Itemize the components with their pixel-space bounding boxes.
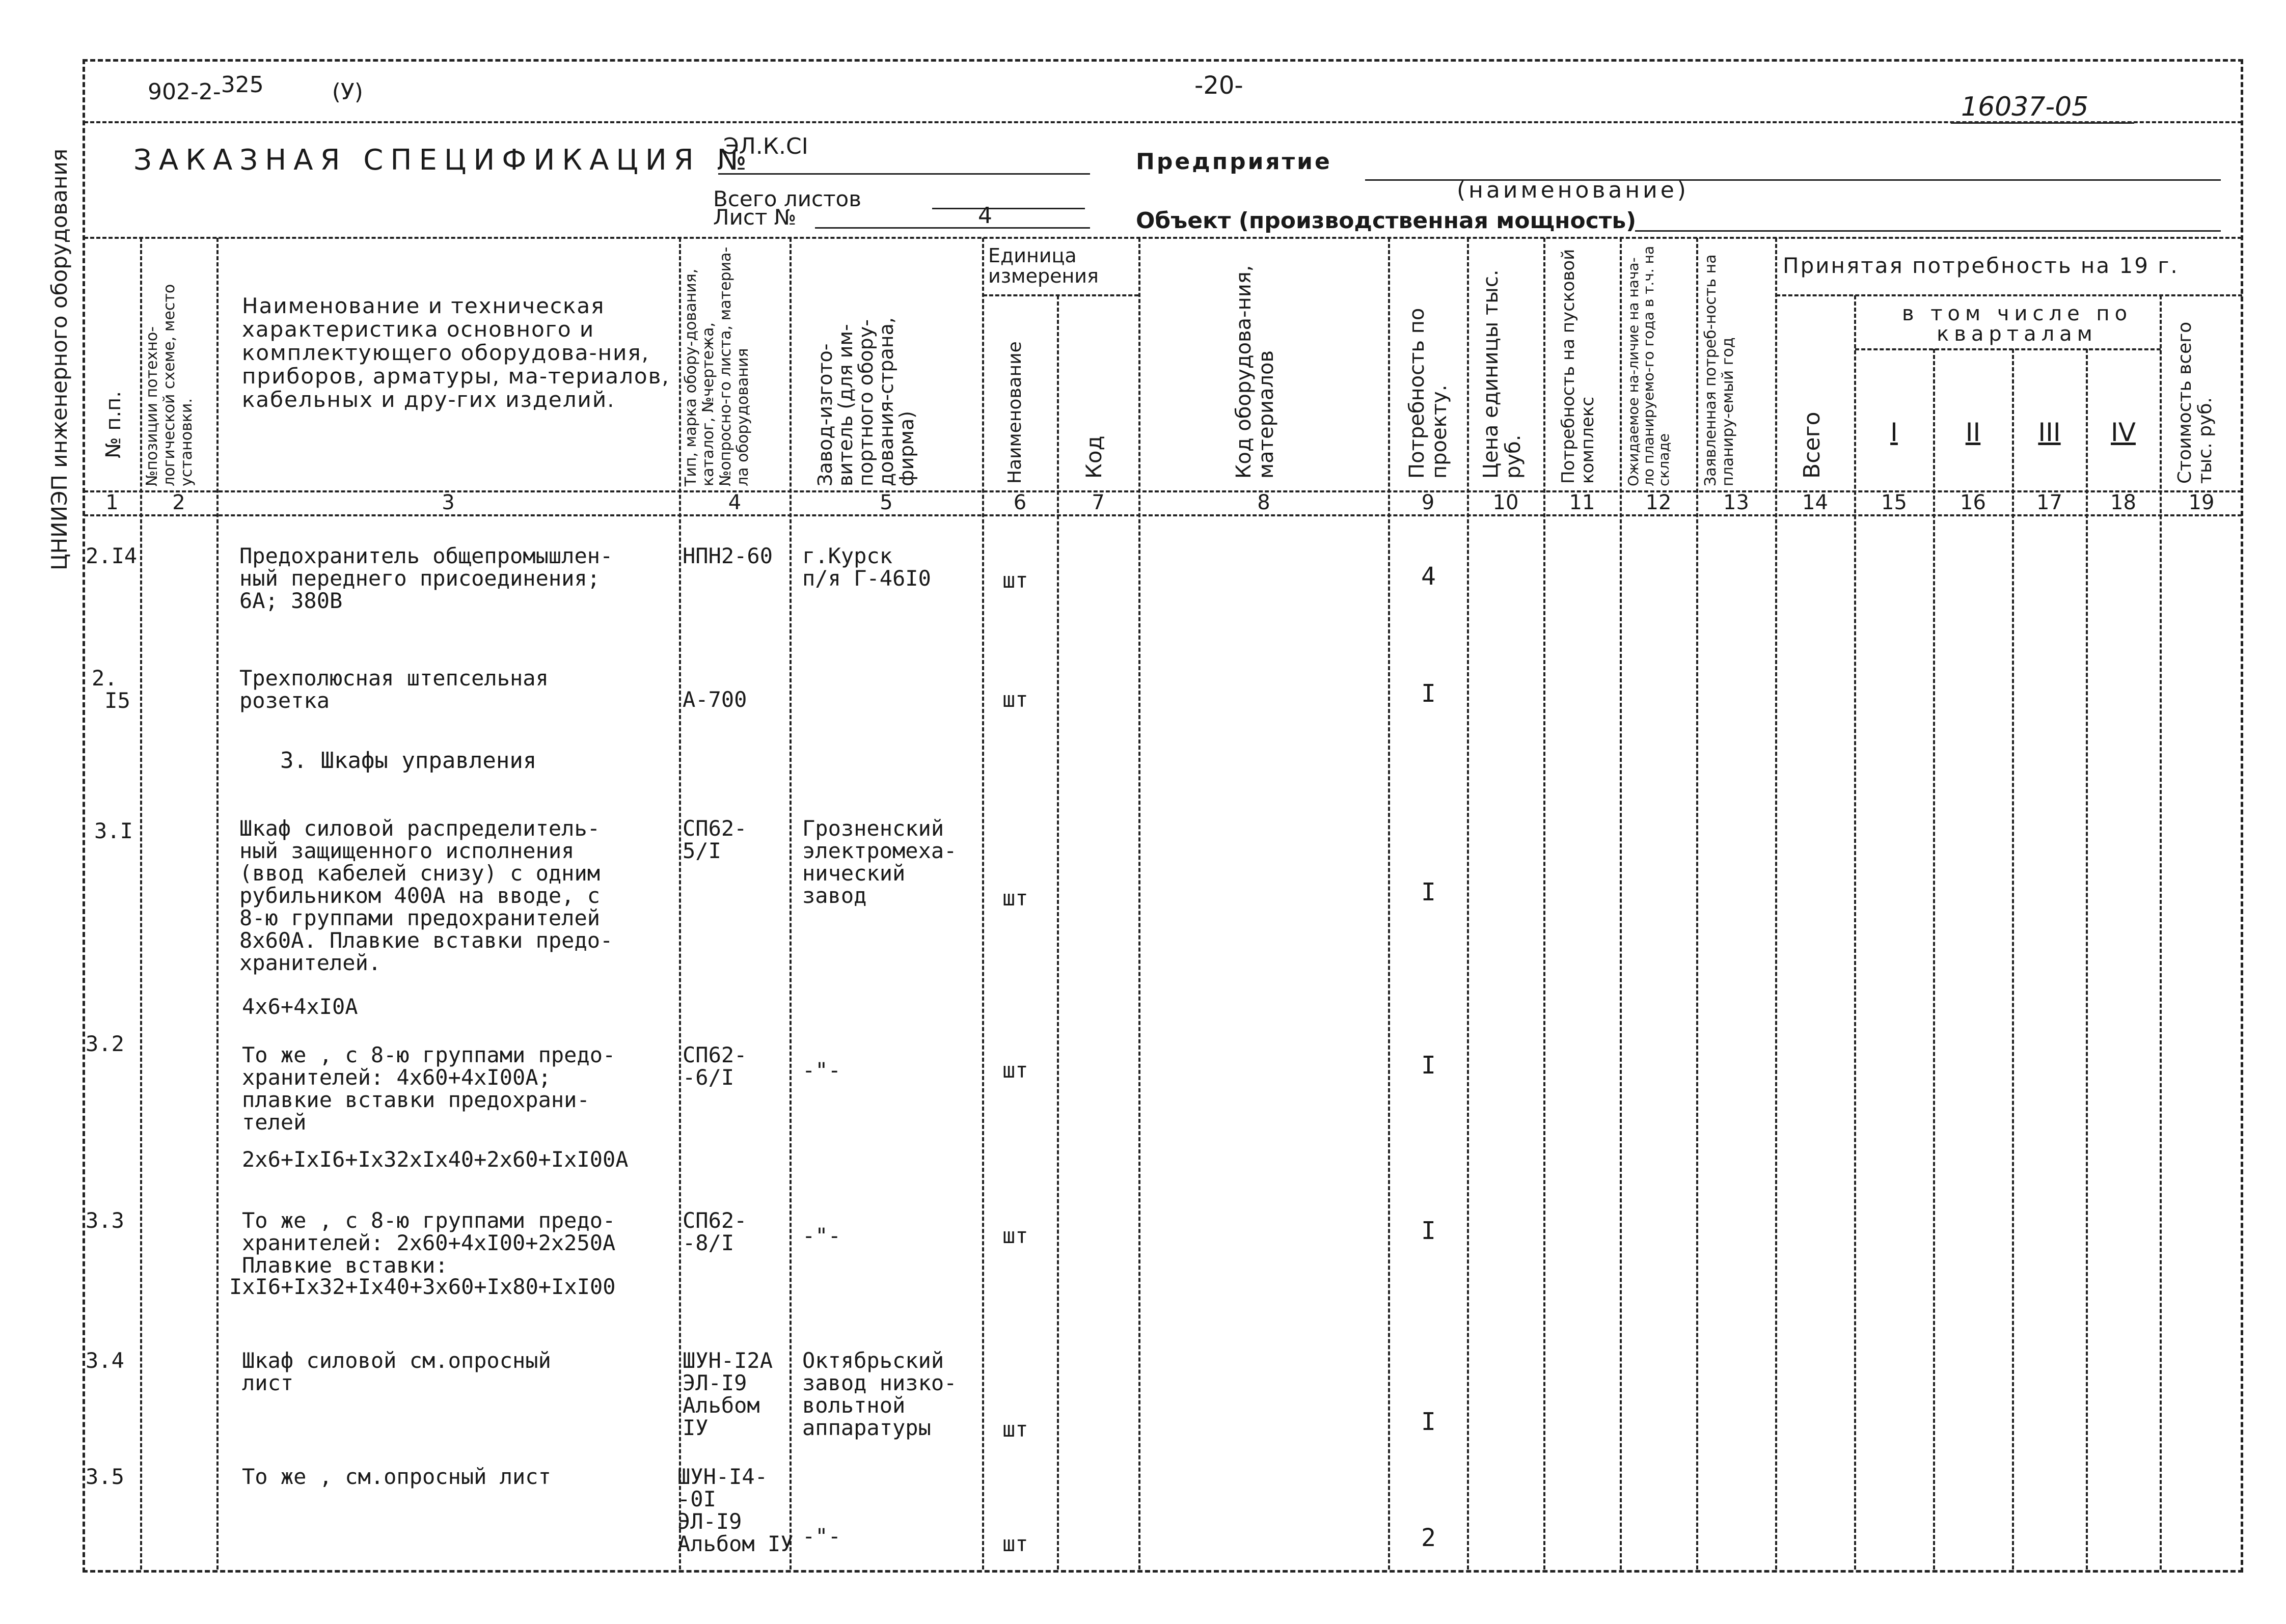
col-number: 17 [2036, 491, 2062, 514]
col-header-2: №позиции потехно-логической схеме, место установки. [143, 284, 196, 486]
accepted-group-line [1776, 294, 2242, 296]
row-type: СП62- -8/I [683, 1208, 747, 1255]
col-header-17: III [2038, 418, 2061, 447]
sheet-line [815, 227, 1090, 229]
col-line [1933, 349, 1935, 1570]
row-maker: -"- [802, 1524, 841, 1549]
row-name: Предохранитель общепромышлен- ный переднего присоединения; 6А; 380В [239, 543, 613, 613]
col-number: 1 [105, 491, 119, 514]
enterprise-label: Предприятие [1136, 149, 1332, 175]
row-type: СП62- -6/I [683, 1042, 747, 1090]
spec-number: ЭЛ.К.СI [723, 133, 808, 159]
side-label: ЦНИИЭП инженерного оборудования [47, 148, 72, 570]
col-header-9: Потребность по проекту. [1405, 308, 1451, 479]
col-header-14: Всего [1799, 411, 1825, 479]
quarters-group-line [1855, 348, 2161, 350]
row-type: СП62- 5/I [683, 816, 747, 863]
col-header-accepted-group: Принятая потребность на 19 г. [1783, 253, 2179, 278]
row-name: Шкаф силовой см.опросный лист [242, 1348, 551, 1395]
col-number: 11 [1569, 491, 1595, 514]
col-line [1620, 238, 1622, 1570]
row-unit: шт [1002, 1223, 1028, 1248]
col-line [1467, 238, 1469, 1570]
col-line [2086, 349, 2088, 1570]
col-header-1: № п.п. [102, 391, 125, 458]
row-unit: шт [1002, 568, 1028, 593]
row-number: 3.I [94, 818, 133, 843]
col-line [679, 238, 681, 1570]
total-sheets-line [932, 208, 1085, 209]
col-line [216, 238, 219, 1570]
row-qty: I [1421, 679, 1436, 708]
row-type: А-700 [683, 687, 747, 712]
header-divider [84, 237, 2242, 239]
col-number: 6 [1013, 491, 1027, 514]
row-type: ШУН-I2А ЭЛ-I9 Альбом IУ [683, 1348, 773, 1440]
col-header-16: II [1965, 418, 1981, 447]
col-header-8: Код оборудова-ния, материалов [1232, 265, 1278, 479]
col-number: 8 [1257, 491, 1270, 514]
col-number: 19 [2188, 491, 2215, 514]
col-line [140, 238, 142, 1570]
col-header-5: Завод-изгото-витель (для им-портного обору-дования-страна, фирма) [814, 317, 918, 486]
col-line [1138, 238, 1140, 1570]
top-divider [84, 121, 2242, 123]
col-number: 13 [1723, 491, 1749, 514]
col-line [1696, 238, 1698, 1570]
col-header-18: IV [2111, 418, 2136, 447]
row-name: То же , с 8-ю группами предо- хранителей: 4х60+4хI00А; плавкие вставки предохрани- телей [242, 1042, 616, 1135]
col-number: 12 [1645, 491, 1672, 514]
object-label: Объект (производственная мощность) [1136, 208, 1637, 234]
section-heading: 3. Шкафы управления [280, 748, 537, 774]
row-qty: 2 [1421, 1524, 1436, 1552]
col-line [790, 238, 792, 1570]
row-number: 2.I4 [86, 543, 138, 568]
row-unit: шт [1002, 1417, 1028, 1442]
row-number: 2. I5 [92, 666, 130, 713]
name-label: (наименование) [1457, 177, 1689, 203]
col-header-10: Цена единицы тыс. руб. [1479, 269, 1525, 479]
doc-code: 902-2-325 (У) [148, 72, 363, 105]
row-name-extra: IхI6+Iх32+Iх40+3х60+Iх80+IхI00 [229, 1274, 616, 1299]
col-number: 15 [1881, 491, 1907, 514]
col-line [2012, 349, 2014, 1570]
col-number: 5 [880, 491, 893, 514]
col-line [1543, 238, 1545, 1570]
row-maker: -"- [802, 1058, 841, 1083]
col-header-12: Ожидаемое на-личие на нача-ло планируемо-го года в т.ч. на складе [1625, 245, 1672, 486]
row-type: ШУН-I4- -0I ЭЛ-I9 Альбом IУ [677, 1464, 794, 1556]
col-number: 4 [728, 491, 742, 514]
row-name: Трехполюсная штепсельная розетка [239, 666, 549, 713]
col-number: 10 [1492, 491, 1519, 514]
row-maker: Грозненский электромеха- нический завод [802, 816, 957, 908]
sheet-label: Лист № [713, 205, 797, 230]
row-name-extra: 2х6+IхI6+Iх32хIх40+2х60+IхI00А [242, 1147, 629, 1172]
row-type: НПН2-60 [683, 543, 773, 568]
col-line [2160, 295, 2162, 1570]
row-name: Шкаф силовой распределитель- ный защищенного исполнения (ввод кабелей снизу) с одним рубильником 400А на вводе, с 8-ю группами предохранителей 8х60А. Плавкие вставки предо- хранителей. [239, 816, 613, 975]
col-header-13: Заявленная потреб-ность на планиру-емый год [1702, 254, 1737, 486]
row-maker: г.Курск п/я Г-46I0 [802, 543, 931, 591]
row-qty: I [1421, 878, 1436, 906]
row-name: То же , см.опросный лист [242, 1464, 551, 1489]
row-qty: 4 [1421, 562, 1436, 591]
col-line [1775, 238, 1777, 1570]
row-maker: Октябрьский завод низко- вольтной аппаратуры [802, 1348, 957, 1440]
row-number: 3.4 [86, 1348, 124, 1373]
row-unit: шт [1002, 687, 1028, 712]
row-unit: шт [1002, 1531, 1028, 1556]
row-number: 3.5 [86, 1464, 124, 1489]
col-line [1057, 295, 1059, 1570]
col-header-15: I [1890, 418, 1898, 447]
spec-number-line [718, 173, 1090, 175]
col-line [982, 238, 984, 1570]
total-sheets-label: Всего листов [713, 186, 862, 211]
col-number: 18 [2110, 491, 2136, 514]
col-line [1854, 295, 1856, 1570]
row-qty: I [1421, 1217, 1436, 1245]
col-number: 16 [1960, 491, 1986, 514]
col-line [1388, 238, 1390, 1570]
col-number: 14 [1802, 491, 1828, 514]
numbers-bottom-line [84, 514, 2242, 516]
row-qty: I [1421, 1051, 1436, 1080]
col-header-3: Наименование и техническая характеристика основного и комплектующего оборудова-ния, приборов, арматуры, ма-териалов, кабельных и дру-гих изделий. [242, 293, 670, 412]
row-number: 3.3 [86, 1208, 124, 1233]
spec-title: ЗАКАЗНАЯ СПЕЦИФИКАЦИЯ № [133, 144, 754, 177]
col-header-19: Стоимость всего тыс. руб. [2174, 321, 2216, 484]
col-number: 7 [1092, 491, 1105, 514]
col-header-11: Потребность на пусковой комплекс [1558, 249, 1598, 484]
col-header-unit-group: Единица измерения [988, 244, 1099, 287]
inventory-number: 16037-05 [1961, 92, 2089, 122]
col-header-6: Наименование [1004, 341, 1025, 484]
unit-group-line [983, 294, 1138, 296]
row-number: 3.2 [86, 1031, 124, 1056]
object-line [1635, 230, 2221, 232]
col-header-7: Код [1081, 435, 1106, 479]
row-unit: шт [1002, 1058, 1028, 1083]
col-header-4: Тип, марка обору-дования, каталог, №чертежа, №опросно-го листа, материа-ла оборудования [682, 246, 752, 486]
page-number: -20- [1194, 71, 1243, 100]
row-name-extra: 4х6+4хI0А [242, 994, 358, 1019]
col-number: 3 [442, 491, 455, 514]
col-header-quarters-group: в том числе по кварталам [1901, 302, 2133, 346]
row-qty: I [1421, 1408, 1436, 1436]
row-maker: -"- [802, 1223, 841, 1248]
row-unit: шт [1002, 886, 1028, 911]
col-number: 9 [1421, 491, 1435, 514]
col-number: 2 [172, 491, 185, 514]
sheet-value: 4 [978, 203, 992, 229]
row-name: То же , с 8-ю группами предо- хранителей: 2х60+4хI00+2х250А Плавкие вставки: [242, 1208, 616, 1278]
